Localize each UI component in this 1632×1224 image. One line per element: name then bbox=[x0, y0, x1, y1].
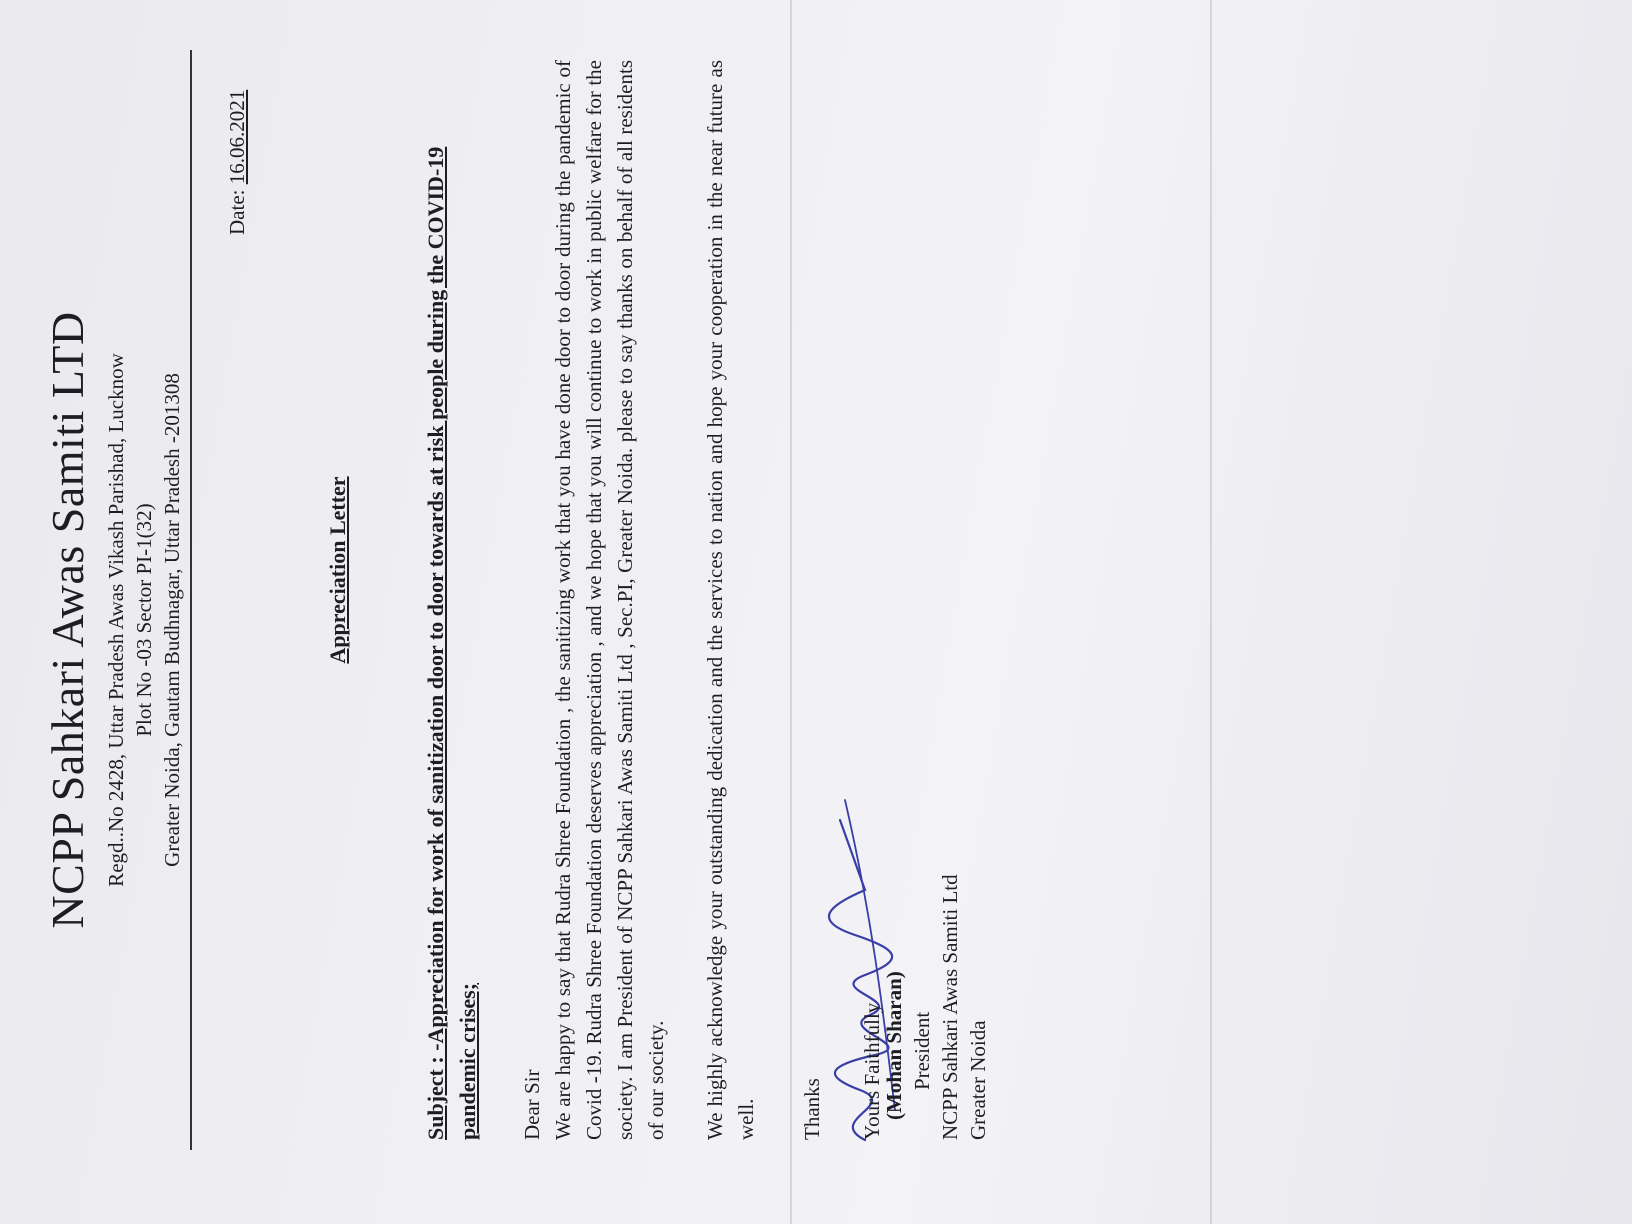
letter-subject: Subject : -Appreciation for work of sanitization door to door towards at risk people during the COVID-19 pandemic crises; bbox=[423, 146, 480, 1140]
letter bbox=[40, 60, 1040, 1170]
date-value: 16.06.2021 bbox=[225, 89, 249, 185]
salutation: Dear Sir bbox=[520, 1069, 544, 1140]
body-paragraph-1: We are happy to say that Rudra Shree Foundation , the sanitizing work that you have done door to door during the pandemic of Covid -19. Rudra Shree Foundation deserves appreciation , and we hope that you will continue to work in public welfare for the society. I am President of NCPP Sahkari Awas Samiti Ltd , Sec.PI, Greater Noida. please to say thanks on behalf of all residents of our society. bbox=[551, 60, 668, 1140]
signatory-name: (Mohan Sharan) bbox=[882, 971, 906, 1120]
address-line-1: Regd..No 2428, Uttar Pradesh Awas Vikash Parishad, Lucknow bbox=[104, 353, 128, 887]
address-line-2: Plot No -03 Sector PI-1(32) bbox=[132, 503, 156, 737]
paper-fold-right bbox=[1210, 0, 1212, 1224]
letter-date bbox=[225, 90, 250, 235]
letter-title: Appreciation Letter bbox=[325, 476, 350, 664]
org-name: NCPP Sahkari Awas Samiti LTD bbox=[42, 311, 93, 929]
signatory-role: President bbox=[910, 1011, 934, 1090]
body-paragraph-2: We highly acknowledge your outstanding dedication and the services to nation and hope your cooperation in the near future as well. bbox=[703, 60, 758, 1140]
header-rule bbox=[190, 50, 192, 1150]
date-label: Date: bbox=[225, 189, 249, 235]
signatory-city: Greater Noida bbox=[966, 1020, 990, 1140]
address-line-3: Greater Noida, Gautam Budhnagar, Uttar Pradesh -201308 bbox=[160, 373, 184, 867]
signatory-organization: NCPP Sahkari Awas Samiti Ltd bbox=[938, 874, 962, 1140]
thanks-text: Thanks bbox=[800, 1078, 824, 1140]
closing-text: Yours Faithfully bbox=[860, 1002, 884, 1140]
